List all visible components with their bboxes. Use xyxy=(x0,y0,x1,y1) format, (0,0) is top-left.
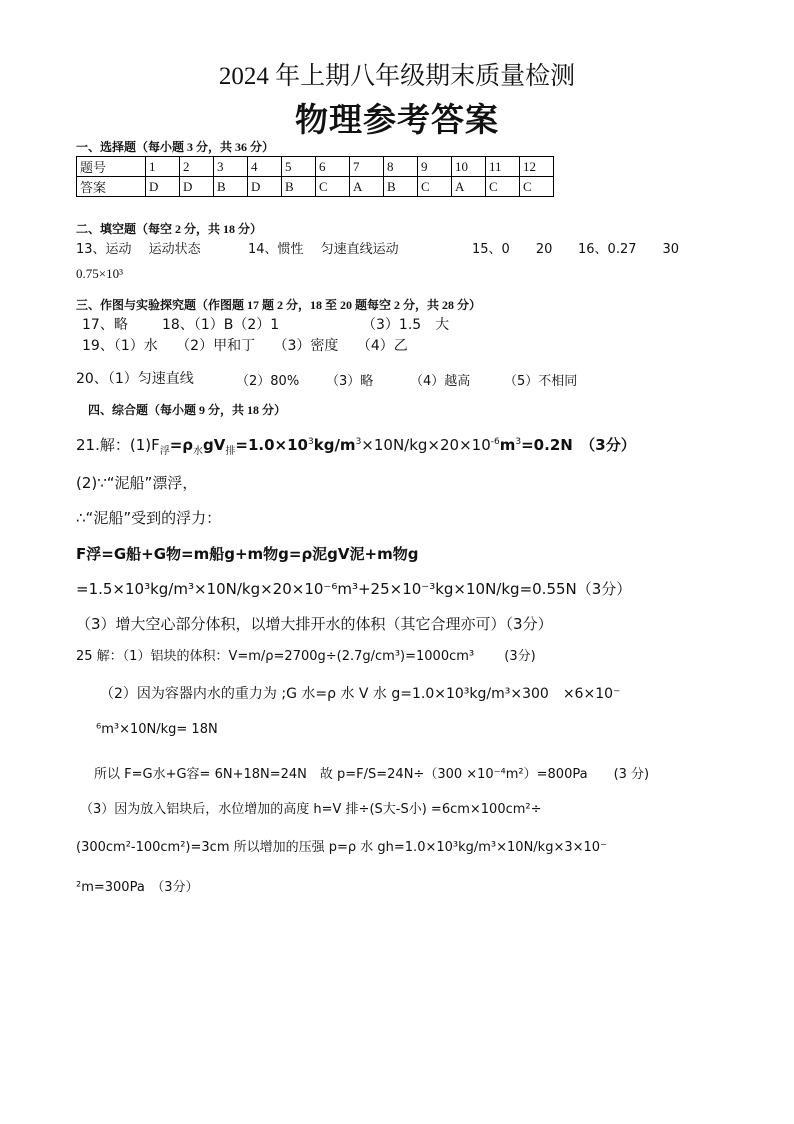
solution-25-line4: 所以 F=G水+G容= 6N+18N=24N 故 p=F/S=24N÷（300 ×10⁻⁴m²）=800Pa (3 分) xyxy=(94,767,650,782)
table-cell: C xyxy=(316,177,350,197)
solution-25-line7: ²m=300Pa （3分） xyxy=(76,880,199,895)
solution-25-line2: （2）因为容器内水的重力为 ;G 水=ρ 水 V 水 g=1.0×10³kg/m³×300 ×6×10⁻ xyxy=(100,686,621,702)
solution-21-line4: F浮=G船+G物=m船g+m物g=ρ泥gV泥+m物g xyxy=(76,545,419,563)
solution-25-line3: ⁶m³×10N/kg= 18N xyxy=(96,722,218,737)
solution-25-line1: 25 解：（1）铝块的体积：V=m/ρ=2700g÷(2.7g/cm³)=1000cm³ (3分) xyxy=(76,649,536,664)
exam-title: 2024 年上期八年级期末质量检测 xyxy=(218,63,576,90)
solution-21-line3: ∴“泥船”受到的浮力： xyxy=(76,509,222,527)
table-cell: B xyxy=(214,177,248,197)
row-label-number: 题号 xyxy=(77,157,146,177)
table-cell: 2 xyxy=(180,157,214,177)
answer-q20-4: （4）越高 xyxy=(410,374,471,389)
row-label-answer: 答案 xyxy=(77,177,146,197)
table-cell: 8 xyxy=(384,157,418,177)
answer-q18: 18、（1）B（2）1 xyxy=(162,317,280,333)
answer-table xyxy=(76,156,554,197)
table-cell: 3 xyxy=(214,157,248,177)
solution-21-line1: 21.解：$(1)F_浮=\rho_水gV_排=1.0\times 10^3kg/m^3\times 10N/kg\times 20\times 10^{-6}m^3=0.2N$ （3分） xyxy=(76,436,636,457)
answer-q20-5: （5）不相同 xyxy=(504,374,578,389)
table-row-numbers xyxy=(77,157,554,177)
table-cell: 10 xyxy=(452,157,486,177)
table-cell: A xyxy=(452,177,486,197)
table-cell: D xyxy=(146,177,180,197)
table-cell: D xyxy=(248,177,282,197)
section4-heading: 四、综合题（每小题 9 分，共 18 分） xyxy=(88,403,287,417)
table-cell: A xyxy=(350,177,384,197)
answer-q16: 16、0.27 30 xyxy=(578,242,680,257)
table-cell: C xyxy=(486,177,520,197)
answer-key-title: 物理参考答案 xyxy=(295,100,499,139)
table-cell: D xyxy=(180,177,214,197)
table-cell: 5 xyxy=(282,157,316,177)
table-cell: 1 xyxy=(146,157,180,177)
section1-heading: 一、选择题（每小题 3 分，共 36 分） xyxy=(76,140,275,154)
answer-q20-1: 20、（1）匀速直线 xyxy=(76,371,194,387)
table-cell: 12 xyxy=(520,157,554,177)
solution-25-line6: (300cm²-100cm²)=3cm 所以增加的压强 p=ρ 水 gh=1.0×10³kg/m³×10N/kg×3×10⁻ xyxy=(76,840,607,855)
table-cell: B xyxy=(282,177,316,197)
section2-heading: 二、填空题（每空 2 分，共 18 分） xyxy=(76,222,263,236)
solution-21-line2: (2)∵“泥船”漂浮， xyxy=(76,474,198,492)
table-cell: B xyxy=(384,177,418,197)
answer-q17: 17、略 xyxy=(82,317,128,333)
table-cell: C xyxy=(520,177,554,197)
table-cell: 6 xyxy=(316,157,350,177)
table-cell: 7 xyxy=(350,157,384,177)
table-cell: 4 xyxy=(248,157,282,177)
answer-q19: 19、（1）水 （2）甲和丁 （3）密度 （4）乙 xyxy=(82,338,408,354)
section3-heading: 三、作图与实验探究题（作图题 17 题 2 分，18 至 20 题每空 2 分，共 28 分） xyxy=(76,298,482,312)
answer-q14: 14、惯性 匀速直线运动 xyxy=(248,242,399,257)
answer-q18-cont: （3）1.5 大 xyxy=(362,317,450,333)
answer-q15: 15、0 20 xyxy=(472,242,553,257)
answer-q13: 13、运动 运动状态 xyxy=(76,242,201,257)
answer-q20-2: （2）80% xyxy=(236,374,300,389)
solution-25-line5: （3）因为放入铝块后，水位增加的高度 h=V 排÷(S大-S小) =6cm×100cm²÷ xyxy=(80,802,542,817)
solution-21-line5: =1.5×10³kg/m³×10N/kg×20×10⁻⁶m³+25×10⁻³kg×10N/kg=0.55N（3分） xyxy=(76,580,632,598)
answer-q20-3: （3）略 xyxy=(326,374,374,389)
answer-q16-cont: 0.75×10³ xyxy=(76,266,123,281)
solution-21-line6: （3）增大空心部分体积，以增大排开水的体积（其它合理亦可）（3分） xyxy=(76,615,553,633)
table-row-answers xyxy=(77,177,554,197)
table-cell: 9 xyxy=(418,157,452,177)
table-cell: C xyxy=(418,177,452,197)
table-cell: 11 xyxy=(486,157,520,177)
